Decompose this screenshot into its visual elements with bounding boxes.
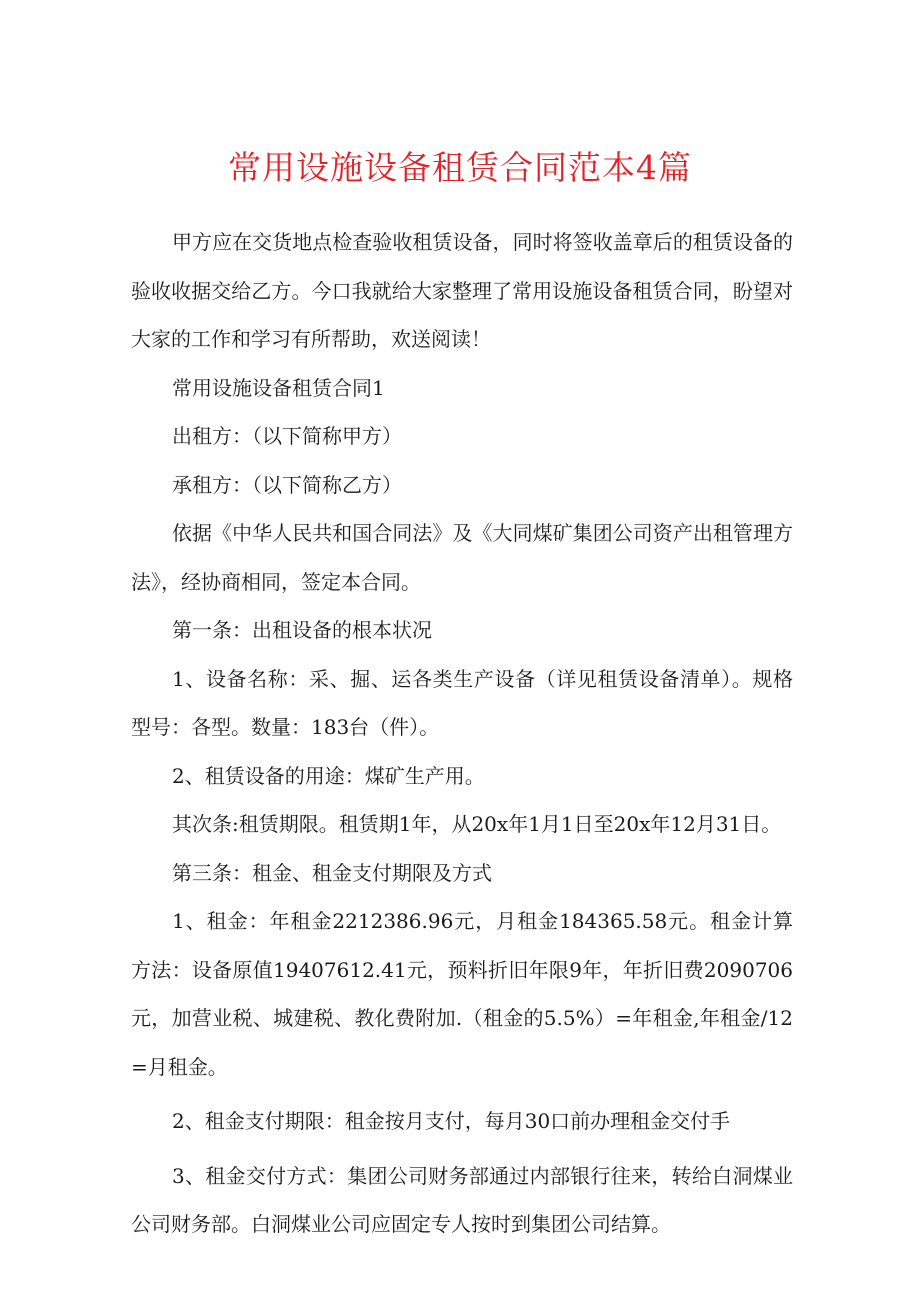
lessor-line: 出租方：（以下简称甲方） bbox=[172, 424, 402, 448]
article-1-heading: 第一条：出租设备的根本状况 bbox=[172, 618, 432, 642]
intro-paragraph: 甲方应在交货地点检查验收租赁设备，同时将签收盖章后的租赁设备的验收收据交给乙方。今口我就给大家整理了常用设施设备租赁合同，盼望对大家的工作和学习有所帮助，欢送阅读！ bbox=[131, 230, 793, 351]
article-3-item-2: 2、租金支付期限：租金按月支付，每月30口前办理租金交付手 bbox=[172, 1109, 731, 1133]
lessee-line: 承租方：（以下简称乙方） bbox=[172, 472, 402, 497]
article-1-item-2: 2、租赁设备的用途：煤矿生产用。 bbox=[172, 763, 485, 788]
article-3-heading: 第三条：租金、租金支付期限及方式 bbox=[172, 860, 492, 885]
article-1-item-1: 1、设备名称：采、掘、运各类生产设备（详见租赁设备清单）。规格型号：各型。数量：183台（件）。 bbox=[131, 666, 793, 739]
article-3-item-1: 1、租金：年租金2212386.96元，月租金184365.58元。租金计算方法：设备原值19407612.41元，预料折旧年限9年，年折旧费2090706元，加营业税、城建税、教化费附加.（租金的5.5%）=年租金,年租金/12=月租金。 bbox=[131, 909, 793, 1079]
article-2-lease-term: 其次条:租赁期限。租赁期1年，从20x年1月1日至20x年12月31日。 bbox=[172, 812, 782, 836]
legal-basis-paragraph: 依据《中华人民共和国合同法》及《大同煤矿集团公司资产出租管理方法》，经协商相同，签定本合同。 bbox=[131, 521, 793, 594]
article-3-item-3: 3、租金交付方式：集团公司财务部通过内部银行往来，转给白洞煤业公司财务部。白洞煤业公司应固定专人按时到集团公司结算。 bbox=[131, 1163, 793, 1236]
document-body bbox=[131, 218, 793, 1249]
contract-heading: 常用设施设备租赁合同1 bbox=[172, 375, 385, 400]
document-title: 常用设施设备租赁合同范本4篇 bbox=[228, 148, 692, 187]
